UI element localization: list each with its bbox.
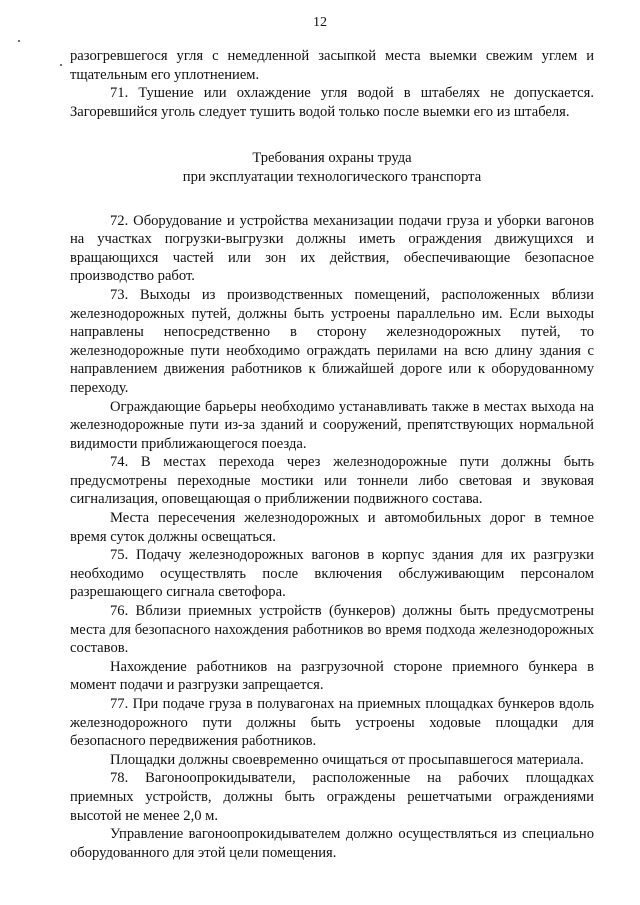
section-heading-line-1: Требования охраны труда [252,150,412,167]
paragraph-73: 73. Выходы из производственных помещений, расположенных вблизи железнодорожных путей, должны быть устроены параллельно им. Если выходы направлены непосредственно в сторону железнодорожных путей, то железнодорожные пути необходимо ограждать перилами на всю длину здания с направлением движения работников к ближайшей дороге или к оборудованному переходу. [70,286,594,396]
section-heading-line-2: при эксплуатации технологического транспорта [182,168,482,185]
scan-speck [18,40,20,42]
paragraph-77-cleaning: Площадки должны своевременно очищаться от просыпавшегося материала. [110,751,584,768]
paragraph-76-prohibition: Нахождение работников на разгрузочной стороне приемного бункера в момент подачи и разгрузки запрещается. [70,658,594,694]
paragraph-75: 75. Подачу железнодорожных вагонов в корпус здания для их разгрузки необходимо осуществлять после включения обслуживающим персоналом разрешающего сигнала светофора. [70,547,594,601]
page-number: 12 [313,15,327,30]
scan-speck [60,64,62,66]
paragraph-77: 77. При подаче груза в полувагонах на приемных площадках бункеров вдоль железнодорожного пути должны быть устроены ходовые площадки для безопасного передвижения работников. [70,696,594,750]
paragraph-73-barriers: Ограждающие барьеры необходимо устанавливать также в местах выхода на железнодорожные пути из-за зданий и сооружений, препятствующих нормальной видимости приближающегося поезда. [70,398,594,452]
paragraph-78-control: Управление вагоноопрокидывателем должно осуществляться из специально оборудованного для этой цели помещения. [70,826,594,861]
section-heading [70,149,594,186]
paragraph-74: 74. В местах перехода через железнодорожные пути должны быть предусмотрены переходные мостики или тоннели либо световая и звуковая сигнализация, оповещающая о приближении подвижного состава. [70,454,594,508]
paragraph-78: 78. Вагоноопрокидыватели, расположенные на рабочих площадках приемных устройств, должны быть ограждены решетчатыми ограждениями высотой не менее 2,0 м. [70,770,594,824]
paragraph-continuation: разогревшегося угля с немедленной засыпкой места выемки свежим углем и тщательным его уплотнением. [70,48,594,83]
paragraph-74-crossings: Места пересечения железнодорожных и автомобильных дорог в темное время суток должны освещаться. [70,510,594,545]
paragraph-72: 72. Оборудование и устройства механизации подачи груза и уборки вагонов на участках погрузки-выгрузки должны иметь ограждения движущихся и вращающихся частей или зон их действия, обеспечивающие безопасное производство работ. [70,212,594,285]
paragraph-71: 71. Тушение или охлаждение угля водой в штабелях не допускается. Загоревшийся уголь следует тушить водой только после выемки его из штабеля. [70,85,594,120]
document-body [70,47,594,862]
paragraph-76: 76. Вблизи приемных устройств (бункеров) должны быть предусмотрены места для безопасного нахождения работников во время подхода железнодорожных составов. [70,603,594,657]
